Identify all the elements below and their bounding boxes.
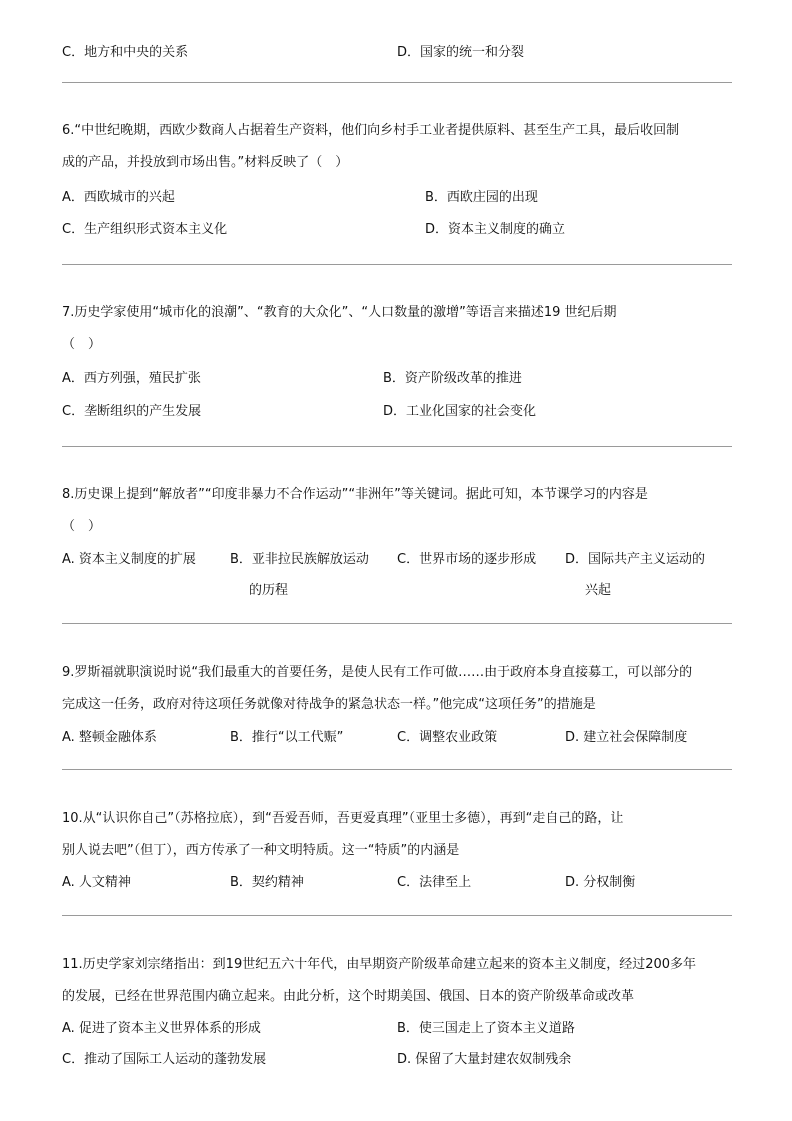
q10-stem-line1: 10.从“认识你自己”（苏格拉底），到“吾爱吾师，吾更爱真理”（亚里士多德），再到“走自己的路，让	[62, 811, 624, 826]
q6-stem-line2: 成的产品，并投放到市场出售。”材料反映了（ ）	[62, 155, 349, 170]
q11-stem-line2: 的发展，已经在世界范围内确立起来。由此分析，这个时期美国、俄国、日本的资产阶级革命或改革	[62, 989, 635, 1004]
q9-option-c: C．调整农业政策	[397, 730, 498, 745]
q7-option-d: D．工业化国家的社会变化	[383, 404, 537, 419]
q5-option-d: D．国家的统一和分裂	[397, 45, 525, 60]
q10-option-c: C．法律至上	[397, 875, 472, 890]
divider	[62, 82, 732, 83]
q11-option-a: A. 促进了资本主义世界体系的形成	[62, 1021, 261, 1036]
q11-option-c: C．推动了国际工人运动的蓬勃发展	[62, 1052, 267, 1067]
q8-stem-line2: （ ）	[62, 519, 102, 534]
divider	[62, 769, 732, 770]
q10-option-d: D. 分权制衡	[565, 875, 636, 890]
q9-option-d: D. 建立社会保障制度	[565, 730, 688, 745]
divider	[62, 446, 732, 447]
q8-option-d: D．国际共产主义运动的	[565, 552, 706, 567]
q11-option-d: D. 保留了大量封建农奴制残余	[397, 1052, 572, 1067]
q8-option-d-cont: 兴起	[585, 583, 612, 598]
q8-option-c: C．世界市场的逐步形成	[397, 552, 537, 567]
q8-option-b: B．亚非拉民族解放运动	[230, 552, 369, 567]
q9-option-a: A. 整顿金融体系	[62, 730, 157, 745]
q6-option-d: D．资本主义制度的确立	[425, 222, 566, 237]
q6-option-c: C．生产组织形式资本主义化	[62, 222, 228, 237]
divider	[62, 264, 732, 265]
q11-option-b: B．使三国走上了资本主义道路	[397, 1021, 575, 1036]
q8-option-a: A. 资本主义制度的扩展	[62, 552, 196, 567]
q9-stem-line1: 9.罗斯福就职演说时说“我们最重大的首要任务，是使人民有工作可做……由于政府本身直接募工，可以部分的	[62, 665, 693, 680]
q5-option-c: C．地方和中央的关系	[62, 45, 189, 60]
q6-option-b: B．西欧庄园的出现	[425, 190, 538, 205]
q10-option-a: A. 人文精神	[62, 875, 131, 890]
q8-stem-line1: 8.历史课上提到“解放者”“印度非暴力不合作运动”“非洲年”等关键词。据此可知，本节课学习的内容是	[62, 487, 648, 502]
q8-option-b-cont: 的历程	[249, 583, 289, 598]
q7-option-b: B．资产阶级改革的推进	[383, 371, 522, 386]
q10-option-b: B．契约精神	[230, 875, 304, 890]
q7-stem-line1: 7.历史学家使用“城市化的浪潮”、“教育的大众化”、“人口数量的激增”等语言来描述19 世纪后期	[62, 305, 617, 320]
q7-option-c: C．垄断组织的产生发展	[62, 404, 202, 419]
divider	[62, 915, 732, 916]
q6-option-a: A．西欧城市的兴起	[62, 190, 175, 205]
q9-option-b: B．推行“以工代赈”	[230, 730, 344, 745]
q9-stem-line2: 完成这一任务，政府对待这项任务就像对待战争的紧急状态一样。”他完成“这项任务”的措施是	[62, 697, 596, 712]
q10-stem-line2: 别人说去吧”（但丁），西方传承了一种文明特质。这一“特质”的内涵是	[62, 843, 460, 858]
q7-option-a: A．西方列强，殖民扩张	[62, 371, 201, 386]
divider	[62, 623, 732, 624]
q7-stem-line2: （ ）	[62, 337, 102, 352]
q11-stem-line1: 11.历史学家刘宗绪指出：到19世纪五六十年代，由早期资产阶级革命建立起来的资本主义制度，经过200多年	[62, 957, 697, 972]
q6-stem-line1: 6.“中世纪晚期，西欧少数商人占据着生产资料，他们向乡村手工业者提供原料、甚至生产工具，最后收回制	[62, 123, 680, 138]
